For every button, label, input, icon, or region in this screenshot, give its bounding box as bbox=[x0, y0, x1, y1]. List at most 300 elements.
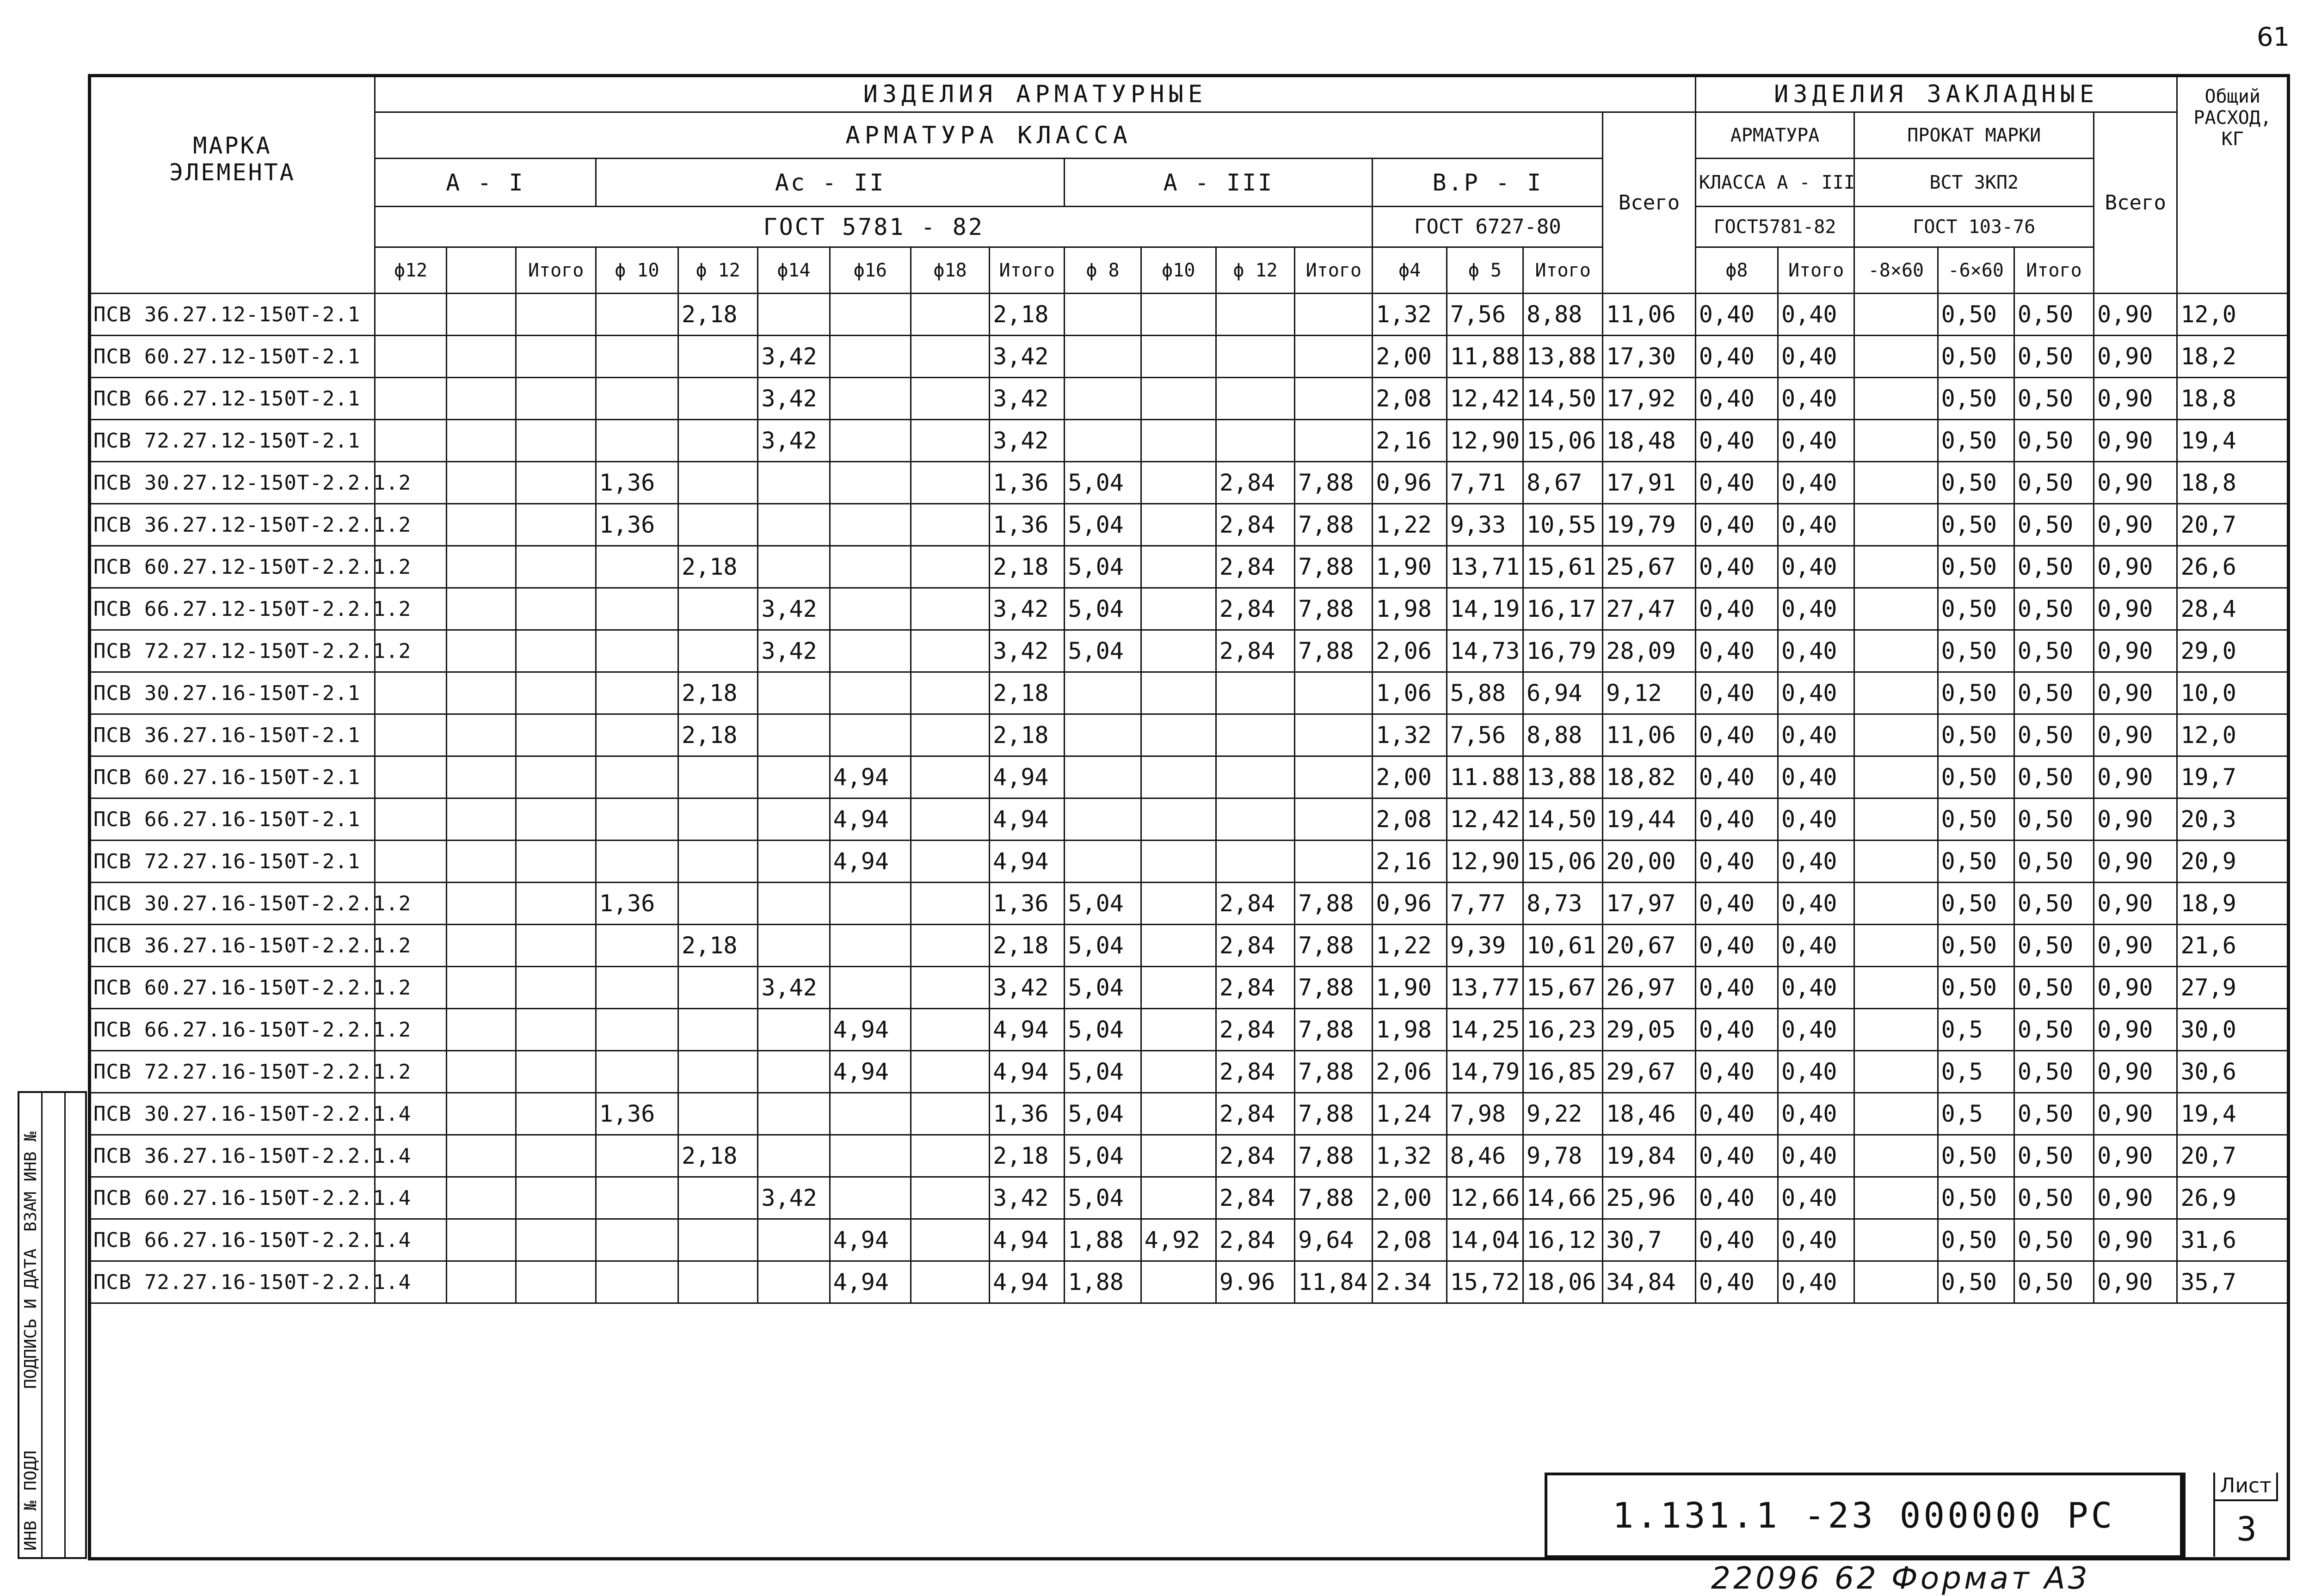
value-cell bbox=[447, 1093, 516, 1135]
value-cell: 0,50 bbox=[2014, 883, 2093, 925]
value-cell: 5,04 bbox=[1065, 883, 1141, 925]
value-cell: 0,40 bbox=[1695, 294, 1778, 336]
value-cell: 0,40 bbox=[1778, 1135, 1854, 1177]
value-cell: 34,84 bbox=[1603, 1261, 1696, 1303]
value-cell: 18,48 bbox=[1603, 420, 1696, 462]
armature-class-header: АРМАТУРА КЛАССА bbox=[375, 112, 1603, 159]
value-cell: 2,84 bbox=[1216, 462, 1294, 504]
value-cell: 0,50 bbox=[2014, 588, 2093, 630]
value-cell: 0,40 bbox=[1778, 336, 1854, 378]
rolled-steel-header: ПРОКАТ МАРКИ bbox=[1854, 112, 2094, 159]
value-cell: 0,50 bbox=[2014, 1093, 2093, 1135]
value-cell bbox=[1216, 714, 1294, 756]
side-label-inventory: ИНВ № ПОДЛ bbox=[21, 1450, 40, 1551]
value-cell bbox=[447, 841, 516, 883]
value-cell: 9,78 bbox=[1523, 1135, 1602, 1177]
value-cell: 0,50 bbox=[2014, 1135, 2093, 1177]
value-cell: 7,88 bbox=[1295, 1093, 1373, 1135]
value-cell bbox=[1141, 925, 1216, 967]
value-cell bbox=[596, 294, 678, 336]
element-mark-cell: ПСВ 36.27.16-150Т-2.1 bbox=[90, 714, 375, 756]
value-cell bbox=[758, 1051, 830, 1093]
value-cell: 20,9 bbox=[2177, 841, 2288, 883]
value-cell bbox=[516, 1261, 596, 1303]
element-mark-cell: ПСВ 60.27.16-150Т-2.2.1.4 bbox=[90, 1177, 375, 1219]
value-cell bbox=[1854, 546, 1938, 588]
value-cell bbox=[596, 1051, 678, 1093]
element-mark-cell: ПСВ 60.27.16-150Т-2.2.1.2 bbox=[90, 967, 375, 1009]
value-cell: 0,50 bbox=[2014, 504, 2093, 546]
value-cell bbox=[678, 378, 758, 420]
value-cell bbox=[758, 756, 830, 798]
value-cell bbox=[1854, 841, 1938, 883]
value-cell bbox=[516, 756, 596, 798]
value-cell: 13,88 bbox=[1523, 336, 1602, 378]
value-cell bbox=[1216, 672, 1294, 714]
value-cell bbox=[678, 420, 758, 462]
value-cell: 11.88 bbox=[1447, 756, 1523, 798]
value-cell bbox=[516, 883, 596, 925]
value-cell: 0,40 bbox=[1695, 1177, 1778, 1219]
value-cell bbox=[447, 546, 516, 588]
value-cell: 0,40 bbox=[1778, 420, 1854, 462]
value-cell: 2,18 bbox=[678, 672, 758, 714]
diameter-header-row bbox=[90, 247, 2288, 294]
value-cell: 0,90 bbox=[2094, 967, 2177, 1009]
value-cell bbox=[830, 336, 911, 378]
value-cell: 0,40 bbox=[1778, 504, 1854, 546]
value-cell bbox=[911, 967, 989, 1009]
value-cell bbox=[678, 883, 758, 925]
table-row bbox=[90, 1093, 2288, 1135]
value-cell: 27,9 bbox=[2177, 967, 2288, 1009]
column-header: ϕ8 bbox=[1695, 247, 1778, 294]
armature-total-header: Всего bbox=[1603, 112, 1696, 294]
column-header: ϕ 10 bbox=[596, 247, 678, 294]
value-cell: 8,67 bbox=[1523, 462, 1602, 504]
value-cell: 12,90 bbox=[1447, 420, 1523, 462]
table-row bbox=[90, 841, 2288, 883]
table-row bbox=[90, 294, 2288, 336]
value-cell: 0,50 bbox=[1938, 714, 2014, 756]
value-cell bbox=[516, 588, 596, 630]
value-cell: 0,96 bbox=[1373, 883, 1447, 925]
column-header: ϕ12 bbox=[375, 247, 447, 294]
value-cell bbox=[516, 1135, 596, 1177]
value-cell: 0,90 bbox=[2094, 714, 2177, 756]
value-cell: 3,42 bbox=[758, 588, 830, 630]
value-cell: 0,40 bbox=[1695, 336, 1778, 378]
value-cell bbox=[911, 294, 989, 336]
value-cell bbox=[1854, 1219, 1938, 1261]
value-cell: 0,90 bbox=[2094, 1177, 2177, 1219]
value-cell bbox=[1854, 420, 1938, 462]
value-cell: 7,56 bbox=[1447, 714, 1523, 756]
value-cell: 2,84 bbox=[1216, 1009, 1294, 1051]
value-cell bbox=[678, 841, 758, 883]
table-row bbox=[90, 1135, 2288, 1177]
title-block-code: 1.131.1 -23 000000 РС bbox=[1545, 1473, 2183, 1558]
value-cell: 0,50 bbox=[2014, 336, 2093, 378]
emb-armature-header: АРМАТУРА bbox=[1695, 112, 1854, 159]
value-cell: 2,08 bbox=[1373, 378, 1447, 420]
value-cell: 7,98 bbox=[1447, 1093, 1523, 1135]
value-cell: 2,18 bbox=[990, 714, 1065, 756]
value-cell bbox=[516, 546, 596, 588]
overall-consumption-header bbox=[2177, 76, 2288, 294]
value-cell: 2,84 bbox=[1216, 1135, 1294, 1177]
value-cell bbox=[678, 798, 758, 841]
value-cell: 0,90 bbox=[2094, 546, 2177, 588]
value-cell: 15,67 bbox=[1523, 967, 1602, 1009]
value-cell bbox=[678, 462, 758, 504]
value-cell: 3,42 bbox=[990, 588, 1065, 630]
value-cell: 4,94 bbox=[990, 1051, 1065, 1093]
value-cell: 14,19 bbox=[1447, 588, 1523, 630]
value-cell bbox=[1216, 798, 1294, 841]
value-cell bbox=[758, 1135, 830, 1177]
element-mark-cell: ПСВ 72.27.16-150Т-2.2.1.4 bbox=[90, 1261, 375, 1303]
class-vr1-header: В.Р - I bbox=[1373, 159, 1603, 207]
value-cell: 7,88 bbox=[1295, 1051, 1373, 1093]
value-cell: 20,3 bbox=[2177, 798, 2288, 841]
value-cell: 0,50 bbox=[2014, 1261, 2093, 1303]
value-cell: 2,84 bbox=[1216, 967, 1294, 1009]
column-header: Итого bbox=[990, 247, 1065, 294]
column-header: ϕ 8 bbox=[1065, 247, 1141, 294]
value-cell bbox=[678, 504, 758, 546]
value-cell: 2,18 bbox=[990, 546, 1065, 588]
value-cell bbox=[1141, 967, 1216, 1009]
sheet-number-box bbox=[2183, 1473, 2290, 1560]
value-cell: 0,50 bbox=[1938, 420, 2014, 462]
value-cell bbox=[1065, 756, 1141, 798]
value-cell bbox=[516, 1009, 596, 1051]
value-cell: 5,04 bbox=[1065, 1135, 1141, 1177]
value-cell: 0,40 bbox=[1695, 1009, 1778, 1051]
value-cell: 2,06 bbox=[1373, 630, 1447, 672]
value-cell: 0,90 bbox=[2094, 925, 2177, 967]
value-cell: 18,2 bbox=[2177, 336, 2288, 378]
value-cell: 7,88 bbox=[1295, 588, 1373, 630]
value-cell: 0,40 bbox=[1778, 841, 1854, 883]
value-cell: 0,50 bbox=[1938, 883, 2014, 925]
value-cell: 0,50 bbox=[1938, 336, 2014, 378]
value-cell: 7,88 bbox=[1295, 1009, 1373, 1051]
value-cell bbox=[1141, 756, 1216, 798]
value-cell: 5,04 bbox=[1065, 967, 1141, 1009]
column-header: Итого bbox=[1778, 247, 1854, 294]
value-cell bbox=[516, 420, 596, 462]
value-cell: 5,88 bbox=[1447, 672, 1523, 714]
value-cell: 0,50 bbox=[2014, 841, 2093, 883]
gost-6727-header: ГОСТ 6727-80 bbox=[1373, 207, 1603, 247]
value-cell bbox=[596, 378, 678, 420]
value-cell: 3,42 bbox=[758, 967, 830, 1009]
value-cell bbox=[1854, 378, 1938, 420]
value-cell: 0,40 bbox=[1778, 1261, 1854, 1303]
value-cell: 9,12 bbox=[1603, 672, 1696, 714]
value-cell: 13,88 bbox=[1523, 756, 1602, 798]
table-row bbox=[90, 504, 2288, 546]
value-cell: 2,08 bbox=[1373, 798, 1447, 841]
table-row bbox=[90, 462, 2288, 504]
value-cell: 15,06 bbox=[1523, 841, 1602, 883]
value-cell bbox=[911, 504, 989, 546]
value-cell: 0,50 bbox=[1938, 504, 2014, 546]
value-cell: 0,50 bbox=[2014, 462, 2093, 504]
value-cell bbox=[1141, 883, 1216, 925]
table-row bbox=[90, 1051, 2288, 1093]
value-cell bbox=[1295, 420, 1373, 462]
value-cell: 16,23 bbox=[1523, 1009, 1602, 1051]
value-cell bbox=[375, 798, 447, 841]
table-row bbox=[90, 1261, 2288, 1303]
value-cell bbox=[1141, 504, 1216, 546]
value-cell: 12,66 bbox=[1447, 1177, 1523, 1219]
value-cell: 4,94 bbox=[990, 756, 1065, 798]
value-cell: 0,50 bbox=[1938, 841, 2014, 883]
value-cell bbox=[447, 1051, 516, 1093]
value-cell bbox=[911, 798, 989, 841]
value-cell bbox=[1854, 1009, 1938, 1051]
value-cell bbox=[1854, 588, 1938, 630]
value-cell: 0,50 bbox=[2014, 294, 2093, 336]
value-cell bbox=[1141, 336, 1216, 378]
value-cell: 7,71 bbox=[1447, 462, 1523, 504]
value-cell: 0,50 bbox=[1938, 1177, 2014, 1219]
value-cell: 0,50 bbox=[1938, 798, 2014, 841]
table-row bbox=[90, 336, 2288, 378]
value-cell bbox=[1065, 672, 1141, 714]
column-header: -6×60 bbox=[1938, 247, 2014, 294]
value-cell: 26,6 bbox=[2177, 546, 2288, 588]
value-cell bbox=[758, 504, 830, 546]
value-cell bbox=[758, 798, 830, 841]
value-cell bbox=[830, 378, 911, 420]
value-cell bbox=[758, 1093, 830, 1135]
value-cell: 7,88 bbox=[1295, 883, 1373, 925]
value-cell: 0,90 bbox=[2094, 1135, 2177, 1177]
table-row bbox=[90, 588, 2288, 630]
value-cell: 12,0 bbox=[2177, 294, 2288, 336]
value-cell: 16,12 bbox=[1523, 1219, 1602, 1261]
value-cell: 7,77 bbox=[1447, 883, 1523, 925]
value-cell bbox=[447, 756, 516, 798]
value-cell bbox=[758, 1009, 830, 1051]
value-cell: 3,42 bbox=[758, 336, 830, 378]
value-cell bbox=[1141, 588, 1216, 630]
value-cell: 0,40 bbox=[1695, 714, 1778, 756]
value-cell: 12,90 bbox=[1447, 841, 1523, 883]
value-cell bbox=[678, 1219, 758, 1261]
value-cell bbox=[1141, 1135, 1216, 1177]
value-cell: 0,90 bbox=[2094, 1219, 2177, 1261]
element-mark-cell: ПСВ 72.27.12-150Т-2.1 bbox=[90, 420, 375, 462]
value-cell bbox=[1141, 378, 1216, 420]
value-cell: 0,5 bbox=[1938, 1093, 2014, 1135]
column-header: ϕ 12 bbox=[678, 247, 758, 294]
value-cell: 5,04 bbox=[1065, 925, 1141, 967]
value-cell: 2,18 bbox=[990, 294, 1065, 336]
value-cell bbox=[596, 841, 678, 883]
element-mark-cell: ПСВ 66.27.12-150Т-2.1 bbox=[90, 378, 375, 420]
value-cell: 0,90 bbox=[2094, 798, 2177, 841]
value-cell bbox=[1854, 336, 1938, 378]
table-row bbox=[90, 672, 2288, 714]
value-cell bbox=[447, 336, 516, 378]
value-cell: 4,94 bbox=[830, 841, 911, 883]
table-row bbox=[90, 756, 2288, 798]
table-row bbox=[90, 1219, 2288, 1261]
value-cell bbox=[911, 756, 989, 798]
value-cell: 20,00 bbox=[1603, 841, 1696, 883]
value-cell: 17,91 bbox=[1603, 462, 1696, 504]
value-cell: 1,90 bbox=[1373, 967, 1447, 1009]
value-cell bbox=[830, 588, 911, 630]
value-cell: 0,40 bbox=[1695, 672, 1778, 714]
table-row bbox=[90, 883, 2288, 925]
gost-5781-header: ГОСТ 5781 - 82 bbox=[375, 207, 1373, 247]
value-cell bbox=[1141, 420, 1216, 462]
value-cell: 14,04 bbox=[1447, 1219, 1523, 1261]
value-cell: 0,90 bbox=[2094, 1009, 2177, 1051]
value-cell: 0,40 bbox=[1778, 883, 1854, 925]
value-cell: 2,84 bbox=[1216, 546, 1294, 588]
value-cell: 0,90 bbox=[2094, 756, 2177, 798]
value-cell: 2,84 bbox=[1216, 1093, 1294, 1135]
value-cell bbox=[1854, 1261, 1938, 1303]
value-cell bbox=[447, 378, 516, 420]
value-cell: 0,40 bbox=[1695, 1051, 1778, 1093]
value-cell bbox=[830, 462, 911, 504]
value-cell: 17,30 bbox=[1603, 336, 1696, 378]
value-cell: 4,94 bbox=[990, 1261, 1065, 1303]
value-cell: 0,40 bbox=[1695, 588, 1778, 630]
value-cell: 1,36 bbox=[990, 504, 1065, 546]
value-cell bbox=[447, 672, 516, 714]
value-cell bbox=[596, 1261, 678, 1303]
overall-label-3: КГ bbox=[2221, 129, 2244, 150]
value-cell bbox=[1295, 798, 1373, 841]
value-cell bbox=[830, 967, 911, 1009]
value-cell: 2,06 bbox=[1373, 1051, 1447, 1093]
value-cell bbox=[1295, 714, 1373, 756]
value-cell: 0,40 bbox=[1695, 420, 1778, 462]
column-header: -8×60 bbox=[1854, 247, 1938, 294]
value-cell: 2,84 bbox=[1216, 1051, 1294, 1093]
value-cell: 4,94 bbox=[830, 798, 911, 841]
value-cell: 1,36 bbox=[596, 504, 678, 546]
value-cell bbox=[516, 1219, 596, 1261]
value-cell: 0,40 bbox=[1695, 1219, 1778, 1261]
value-cell: 0,50 bbox=[2014, 1219, 2093, 1261]
value-cell bbox=[375, 714, 447, 756]
value-cell bbox=[447, 1261, 516, 1303]
value-cell bbox=[596, 1219, 678, 1261]
value-cell: 17,97 bbox=[1603, 883, 1696, 925]
value-cell: 13,77 bbox=[1447, 967, 1523, 1009]
value-cell: 0,50 bbox=[1938, 925, 2014, 967]
element-mark-cell: ПСВ 60.27.12-150Т-2.2.1.2 bbox=[90, 546, 375, 588]
value-cell bbox=[758, 1219, 830, 1261]
value-cell: 12,42 bbox=[1447, 798, 1523, 841]
column-header: ϕ18 bbox=[911, 247, 989, 294]
value-cell: 5,04 bbox=[1065, 630, 1141, 672]
value-cell bbox=[1141, 630, 1216, 672]
value-cell: 0,90 bbox=[2094, 378, 2177, 420]
value-cell: 10,55 bbox=[1523, 504, 1602, 546]
value-cell bbox=[678, 1093, 758, 1135]
value-cell bbox=[447, 294, 516, 336]
value-cell: 0,90 bbox=[2094, 504, 2177, 546]
value-cell bbox=[596, 798, 678, 841]
value-cell: 0,90 bbox=[2094, 420, 2177, 462]
value-cell bbox=[447, 1009, 516, 1051]
value-cell bbox=[596, 967, 678, 1009]
value-cell bbox=[1141, 672, 1216, 714]
table-row bbox=[90, 925, 2288, 967]
value-cell: 10,61 bbox=[1523, 925, 1602, 967]
value-cell: 18,46 bbox=[1603, 1093, 1696, 1135]
element-mark-cell: ПСВ 36.27.12-150Т-2.1 bbox=[90, 294, 375, 336]
value-cell bbox=[447, 967, 516, 1009]
element-mark-cell: ПСВ 66.27.16-150Т-2.1 bbox=[90, 798, 375, 841]
value-cell: 18,9 bbox=[2177, 883, 2288, 925]
value-cell: 0,50 bbox=[2014, 967, 2093, 1009]
overall-label-1: Общий bbox=[2204, 86, 2260, 107]
table-row bbox=[90, 546, 2288, 588]
mark-header bbox=[90, 76, 375, 294]
value-cell bbox=[758, 294, 830, 336]
rolled-steel-grade-header: ВСТ 3КП2 bbox=[1854, 159, 2094, 207]
value-cell bbox=[1141, 1177, 1216, 1219]
value-cell: 0,40 bbox=[1778, 630, 1854, 672]
value-cell: 1,98 bbox=[1373, 1009, 1447, 1051]
value-cell: 0,50 bbox=[2014, 756, 2093, 798]
value-cell: 1,98 bbox=[1373, 588, 1447, 630]
value-cell bbox=[375, 378, 447, 420]
value-cell: 0,40 bbox=[1778, 588, 1854, 630]
value-cell: 9,39 bbox=[1447, 925, 1523, 967]
value-cell: 3,42 bbox=[758, 1177, 830, 1219]
value-cell: 16,17 bbox=[1523, 588, 1602, 630]
value-cell: 2,18 bbox=[678, 294, 758, 336]
value-cell bbox=[375, 756, 447, 798]
value-cell: 4,94 bbox=[830, 1261, 911, 1303]
value-cell: 8,46 bbox=[1447, 1135, 1523, 1177]
value-cell bbox=[1065, 378, 1141, 420]
emb-gost-header: ГОСТ5781-82 bbox=[1695, 207, 1854, 247]
value-cell: 4,94 bbox=[830, 1009, 911, 1051]
value-cell: 2,00 bbox=[1373, 756, 1447, 798]
value-cell: 0,40 bbox=[1778, 1093, 1854, 1135]
column-header: ϕ4 bbox=[1373, 247, 1447, 294]
value-cell bbox=[447, 1219, 516, 1261]
value-cell bbox=[830, 925, 911, 967]
value-cell: 0,50 bbox=[2014, 714, 2093, 756]
value-cell: 1,24 bbox=[1373, 1093, 1447, 1135]
table-row bbox=[90, 967, 2288, 1009]
element-mark-cell: ПСВ 72.27.16-150Т-2.1 bbox=[90, 841, 375, 883]
value-cell bbox=[516, 925, 596, 967]
value-cell: 1,88 bbox=[1065, 1219, 1141, 1261]
value-cell bbox=[1295, 672, 1373, 714]
value-cell: 0,50 bbox=[1938, 630, 2014, 672]
value-cell bbox=[911, 1135, 989, 1177]
value-cell bbox=[1854, 756, 1938, 798]
value-cell bbox=[447, 420, 516, 462]
